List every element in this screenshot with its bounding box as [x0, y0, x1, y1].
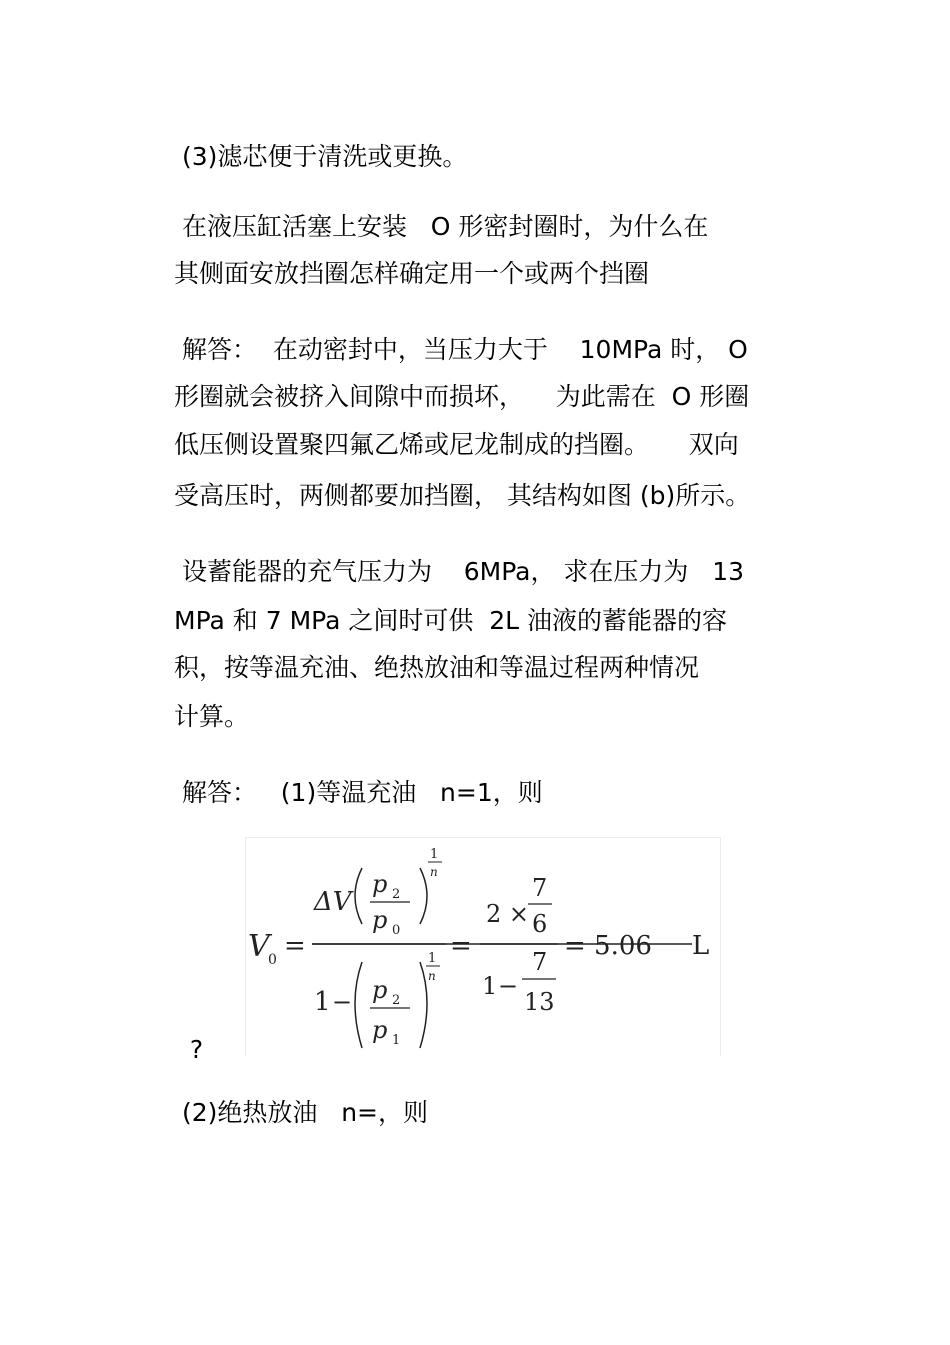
formula-num-p2: p	[372, 870, 388, 898]
question-mark-line: ?	[174, 1035, 204, 1064]
question2-line-3: 积，按等温充油、绝热放油和等温过程两种情况	[174, 653, 700, 682]
formula-delta-v: ΔV	[314, 887, 352, 917]
question2-line-1: 设蓄能器的充气压力为 6MPa， 求在压力为 13	[174, 557, 745, 586]
formula-den-p1: p	[372, 1016, 388, 1044]
formula-result: = 5.06	[564, 931, 652, 961]
formula-num-p0: p	[372, 906, 388, 934]
question-line-1: 在液压缸活塞上安装 O 形密封圈时，为什么在	[174, 212, 709, 241]
formula-den-p2-sub: 2	[392, 993, 401, 1008]
text-line-filter-core: (3)滤芯便于清洗或更换。	[174, 142, 468, 171]
formula-den-exp-den: n	[428, 969, 436, 983]
formula-num-exp-num: 1	[430, 847, 439, 862]
formula-seven-b: 7	[532, 948, 548, 976]
formula-equals-2: =	[450, 931, 472, 961]
formula-den-exp-num: 1	[428, 951, 437, 966]
formula-num-left-paren	[355, 868, 362, 924]
answer2-line-2: (2)绝热放油 n=，则	[174, 1098, 428, 1127]
answer-line-3: 低压侧设置聚四氟乙烯或尼龙制成的挡圈。 双向	[174, 430, 739, 459]
formula-thirteen: 13	[524, 988, 555, 1016]
answer-line-2: 形圈就会被挤入间隙中而损坏， 为此需在 O 形圈	[174, 382, 750, 411]
formula-den-one: 1	[314, 987, 331, 1017]
formula-seven-a: 7	[532, 874, 548, 902]
formula-equals-1: =	[284, 931, 306, 961]
question2-line-4: 计算。	[174, 702, 250, 731]
answer-line-4: 受高压时，两侧都要加挡圈， 其结构如图 (b)所示。	[174, 481, 751, 510]
formula-svg	[246, 838, 720, 1056]
formula-num-p2-sub: 2	[392, 887, 401, 902]
formula-den2-one: 1	[482, 972, 498, 1000]
answer2-line-1: 解答： (1)等温充油 n=1，则	[174, 778, 543, 807]
formula-den-p1-sub: 1	[392, 1033, 401, 1048]
formula-num-p0-sub: 0	[392, 923, 401, 938]
formula-den2-minus: −	[498, 972, 519, 1000]
formula-lhs-sub: 0	[268, 952, 277, 968]
formula-image	[245, 837, 721, 1056]
formula-den-minus: −	[332, 988, 353, 1016]
formula-six: 6	[532, 910, 548, 938]
answer-line-1: 解答： 在动密封中，当压力大于 10MPa 时， O	[174, 335, 748, 364]
question2-line-2: MPa 和 7 MPa 之间时可供 2L 油液的蓄能器的容	[174, 606, 728, 635]
formula-num-right-paren	[420, 868, 427, 924]
formula-unit: L	[692, 931, 710, 961]
formula-two-times: 2 ×	[486, 900, 530, 928]
formula-den-p2: p	[372, 976, 388, 1004]
formula-lhs-var: V	[248, 929, 270, 964]
question-line-2: 其侧面安放挡圈怎样确定用一个或两个挡圈	[174, 259, 650, 288]
formula-num-exp-den: n	[430, 865, 438, 879]
